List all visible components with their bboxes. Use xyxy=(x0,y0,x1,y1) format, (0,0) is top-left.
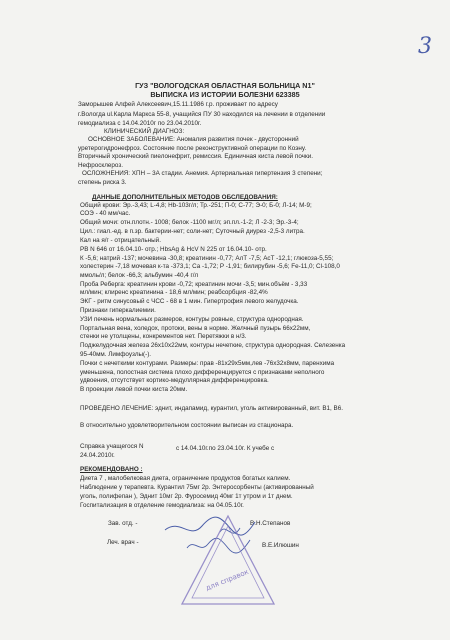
stamp-text: для справок xyxy=(204,567,250,593)
discharge-text: В относительно удовлетворительном состоянии выписан из стационара. xyxy=(80,422,294,429)
document-page: 3 ГУЗ "ВОЛОГОДСКАЯ ОБЛАСТНАЯ БОЛЬНИЦА N1" ВЫПИСКА ИЗ ИСТОРИИ БОЛЕЗНИ 623385 Заморышев Алфей Алексеевич,15.11.1986 г.р. проживает по адресу г.Вологда ul.Карла Маркса 55-8, учащийся ПУ 30 находился на лечении в отделении гемодиализа с 14.04.2010г по 23.04.2010г. КЛИНИЧЕСКИЙ ДИАГНОЗ: ОСНОВНОЕ ЗАБОЛЕВАНИЕ: Аномалия развития почек - двусторонний уретерогидронефроз. Состояние после реконструктивной операции по Коэну. Вторичный хронический пиелонефрит, ремиссия. Единичная киста левой почки. Нефросклероз. ОСЛОЖНЕНИЯ: ХПН – 3А стадии. Анемия. Артериальная гипертензия 3 степени; степень риска 3. ДАННЫЕ ДОПОЛНИТЕЛЬНЫХ МЕТОДОВ ОБСЛЕДОВАНИЯ: Общий крови: Эр.-3,43; L-4,8; Hb-103г/л; Тр.-251; П-0; С-77; Э-0; Б-0; Л-14; М-9; СОЭ - 40 мм/час. Общий мочи: отн.плотн.- 1008; белок -1100 мг/л; эп.пл.-1-2; Л -2-3; Эр.-3-4; Цил.: гиал.-ед. в п.зр. бактерии-нет; соли-нет; Суточный диурез -2,5-3 литра. Кал на я/г - отрицательный. РВ N 646 от 16.04.10- отр.; HbsAg & HcV N 225 от 16.04.10- отр. К -5,6; натрий -137; мочевина -30,8; креатинин -0,77; АлТ -7,5; АсТ -12,1; глюкоза-5,55; холестерин -7,18 мочевая к-та -373,1; Са -1,72; Р -1,91; билирубин -5,6; Fe-11,0; Cl-108,0 ммоль/л; белок -66,3; альбумин -40,4 г/л Проба Реберга: креатинин крови -0,72; креатинин мочи -3,5; мин.объём - 3,33 мл/мин; клиренс креатинина - 18,6 мл/мин; реабсорбция -82,4% ЭКГ - ритм синусовый с ЧСС - 68 в 1 мин. Гипертрофия левого желудочка. Признаки гиперкалиемии. УЗИ печень нормальных размеров, контуры ровные, структура однородная. Портальная вена, холедох, протоки, вены в норме. Желчный пузырь 66х22мм, стенки не утолщены, конкрементов нет. Перетяжки в н/3. Поджелудочная железа 26х10х22мм, контуры нечеткие, структура однородная. Селезенка 95-40мм. Лимфоузлы(-). Почки с нечеткими контурами. Размеры: прав -81х29х5мм,лев -76х32х8мм, паренхима уменьшена, полостная система плохо дифференцируется с признаками неполного удвоения, отсутствует кортико-медуллярная дифференцировка. В проекции левой почки киста 20мм. ПРОВЕДЕНО ЛЕЧЕНИЕ: эднит, индапамид, курантил, уголь активированный, вит. В1, В6. В относительно удовлетворительном состоянии выписан из стационара. Справка учащегося N с 14.04.10г.по 23.04.10г. К учебе с 24.04.2010г. РЕКОМЕНДОВАНО : Диета 7 , малобелковая диета, ограничение продуктов богатых калием. Наблюдение у терапевта. Курантил 75мг 2р. Энтеросорбенты (активированный уголь, полифепан ), Эднит 10мг 2р. Фуросемид 40мг 1т утром и 1т днем. Госпитализация в отделение гемодиализа: на 04.05.10г. Зав. отд. - В.Н.Степанов Леч. врач - В.Е.Илюшин для справок xyxy=(0,0,450,640)
hospital-stamp xyxy=(178,512,278,612)
document-title: ВЫПИСКА ИЗ ИСТОРИИ БОЛЕЗНИ 623385 xyxy=(150,90,300,99)
doctor-name: В.Е.Илюшин xyxy=(262,542,299,549)
treatment-text: ПРОВЕДЕНО ЛЕЧЕНИЕ: эднит, индапамид, курантил, уголь активированный, вит. В1, В6. xyxy=(80,405,343,412)
diagnosis-heading: КЛИНИЧЕСКИЙ ДИАГНОЗ: xyxy=(104,128,185,135)
doctor-label: Леч. врач - xyxy=(107,539,139,546)
recommend-heading: РЕКОМЕНДОВАНО : xyxy=(80,466,143,473)
handwritten-page-number: 3 xyxy=(418,34,432,59)
head-name: В.Н.Степанов xyxy=(250,520,291,527)
exams-heading: ДАННЫЕ ДОПОЛНИТЕЛЬНЫХ МЕТОДОВ ОБСЛЕДОВАНИЯ: xyxy=(92,194,278,201)
hospital-name: ГУЗ "ВОЛОГОДСКАЯ ОБЛАСТНАЯ БОЛЬНИЦА N1" xyxy=(135,81,315,90)
head-label: Зав. отд. - xyxy=(108,520,138,527)
